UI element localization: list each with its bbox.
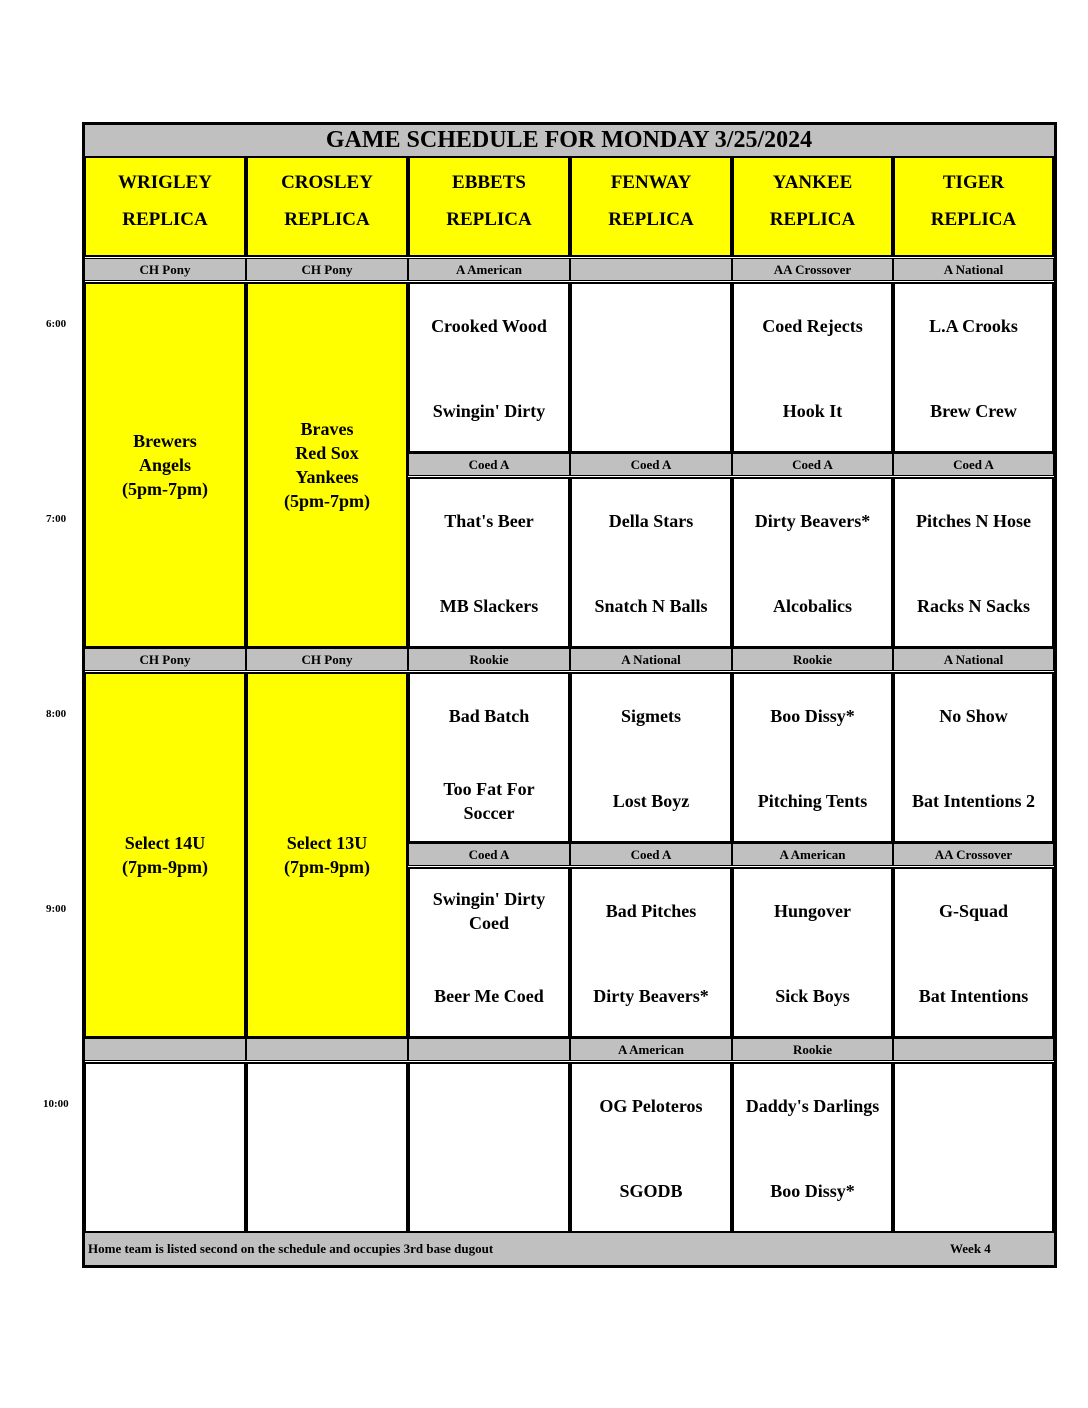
home-team: Bat Intentions xyxy=(918,986,1029,1006)
home-team: Alcobalics xyxy=(773,596,852,616)
away-team: Boo Dissy* xyxy=(770,706,855,726)
venue-tiger xyxy=(893,156,1054,257)
venue-subtitle: REPLICA xyxy=(930,209,1017,230)
venue-subtitle: REPLICA xyxy=(284,209,370,230)
time-label: 7:00 xyxy=(46,513,67,525)
game-cell xyxy=(246,1062,408,1233)
home-team: Beer Me Coed xyxy=(434,986,544,1006)
game-cell xyxy=(893,672,1054,843)
time-label: 6:00 xyxy=(46,318,67,330)
home-team: SGODB xyxy=(619,1181,683,1201)
division-label: A American xyxy=(570,1038,732,1061)
division-label: Coed A xyxy=(408,843,570,866)
venue-name: WRIGLEY xyxy=(118,172,212,193)
home-team: Too Fat For Soccer xyxy=(443,779,535,823)
division-label: Rookie xyxy=(732,1038,893,1061)
game-cell xyxy=(732,1062,893,1233)
division-label xyxy=(570,258,732,281)
away-team: Sigmets xyxy=(621,706,681,726)
away-team: Pitches N Hose xyxy=(916,511,1031,531)
division-label: Coed A xyxy=(570,843,732,866)
venue-name: EBBETS xyxy=(452,172,526,193)
away-team: G-Squad xyxy=(938,901,1009,921)
division-label: A American xyxy=(732,843,893,866)
footer-note: Home team is listed second on the schedule and occupies 3rd base dugout xyxy=(88,1241,494,1256)
home-team: Brew Crew xyxy=(930,401,1017,421)
game-cell xyxy=(570,867,732,1038)
time-label: 10:00 xyxy=(43,1098,69,1110)
division-label xyxy=(84,1038,246,1061)
game-cell xyxy=(84,1062,246,1233)
division-label: A National xyxy=(893,258,1054,281)
away-team: Hungover xyxy=(773,901,851,921)
game-cell xyxy=(570,1062,732,1233)
time-label: 8:00 xyxy=(46,708,67,720)
venue-yankee xyxy=(732,156,893,257)
division-label: Coed A xyxy=(732,453,893,476)
game-cell xyxy=(893,282,1054,453)
away-team: L.A Crooks xyxy=(929,316,1018,336)
game-cell xyxy=(732,672,893,843)
venue-subtitle: REPLICA xyxy=(446,209,532,230)
game-cell xyxy=(732,867,893,1038)
game-cell xyxy=(893,477,1054,648)
venue-fenway xyxy=(570,156,732,257)
home-team: Swingin' Dirty xyxy=(432,401,546,421)
division-label: A National xyxy=(570,648,732,671)
home-team: Boo Dissy* xyxy=(770,1181,855,1201)
venue-name: TIGER xyxy=(942,172,1005,193)
game-cell xyxy=(570,282,732,453)
away-team xyxy=(570,312,732,340)
home-team: Racks N Sacks xyxy=(916,596,1031,616)
division-label: CH Pony xyxy=(84,258,246,281)
home-team: Dirty Beavers* xyxy=(593,986,709,1006)
home-team: Lost Boyz xyxy=(612,791,690,811)
away-team xyxy=(408,1092,570,1120)
venue-subtitle: REPLICA xyxy=(769,209,856,230)
division-label xyxy=(893,1038,1054,1061)
home-team xyxy=(893,1177,1054,1205)
home-team: Sick Boys xyxy=(775,986,850,1006)
venue-crosley xyxy=(246,156,408,257)
home-team: Pitching Tents xyxy=(757,791,868,811)
game-cell xyxy=(408,1062,570,1233)
away-team: Daddy's Darlings xyxy=(745,1096,880,1116)
time-label: 9:00 xyxy=(46,903,67,915)
home-team: Hook It xyxy=(782,401,843,421)
week-label: Week 4 xyxy=(950,1241,991,1256)
away-team: Bad Pitches xyxy=(605,901,697,921)
venue-name: CROSLEY xyxy=(281,172,373,193)
away-team xyxy=(893,1092,1054,1120)
division-label xyxy=(408,1038,570,1061)
home-team: Bat Intentions 2 xyxy=(911,791,1036,811)
division-label: A American xyxy=(408,258,570,281)
venue-subtitle: REPLICA xyxy=(122,209,208,230)
schedule-title: GAME SCHEDULE FOR MONDAY 3/25/2024 xyxy=(84,124,1054,156)
game-cell xyxy=(408,477,570,648)
home-team xyxy=(408,1177,570,1205)
division-label: Rookie xyxy=(408,648,570,671)
away-team: Della Stars xyxy=(608,511,694,531)
away-team: Dirty Beavers* xyxy=(754,511,871,531)
division-label: CH Pony xyxy=(246,648,408,671)
game-cell xyxy=(570,672,732,843)
home-team xyxy=(570,397,732,425)
away-team: That's Beer xyxy=(444,511,534,531)
division-label: CH Pony xyxy=(246,258,408,281)
game-cell xyxy=(732,282,893,453)
division-label: Coed A xyxy=(408,453,570,476)
game-cell xyxy=(408,282,570,453)
crosley-late-block: Select 13U (7pm-9pm) xyxy=(246,672,408,1038)
away-team: No Show xyxy=(939,706,1008,726)
away-team: Swingin' Dirty Coed xyxy=(432,889,546,933)
home-team: MB Slackers xyxy=(439,596,539,616)
venue-ebbets xyxy=(408,156,570,257)
venue-wrigley xyxy=(84,156,246,257)
away-team: Bad Batch xyxy=(448,706,530,726)
division-label: Coed A xyxy=(570,453,732,476)
game-cell xyxy=(732,477,893,648)
division-label: AA Crossover xyxy=(732,258,893,281)
game-cell xyxy=(570,477,732,648)
game-cell xyxy=(893,867,1054,1038)
venue-subtitle: REPLICA xyxy=(608,209,694,230)
venue-name: YANKEE xyxy=(772,172,853,193)
away-team: Crooked Wood xyxy=(431,316,547,336)
venue-name: FENWAY xyxy=(610,172,692,193)
division-label: A National xyxy=(893,648,1054,671)
footer xyxy=(84,1233,1054,1265)
division-label: CH Pony xyxy=(84,648,246,671)
away-team: OG Peloteros xyxy=(599,1096,703,1116)
crosley-early-block: Braves Red Sox Yankees (5pm-7pm) xyxy=(246,282,408,648)
division-label: AA Crossover xyxy=(893,843,1054,866)
division-label xyxy=(246,1038,408,1061)
division-label: Rookie xyxy=(732,648,893,671)
game-cell xyxy=(893,1062,1054,1233)
wrigley-late-block: Select 14U (7pm-9pm) xyxy=(84,672,246,1038)
home-team: Snatch N Balls xyxy=(594,596,708,616)
division-label: Coed A xyxy=(893,453,1054,476)
away-team: Coed Rejects xyxy=(762,316,863,336)
wrigley-early-block: Brewers Angels (5pm-7pm) xyxy=(84,282,246,648)
